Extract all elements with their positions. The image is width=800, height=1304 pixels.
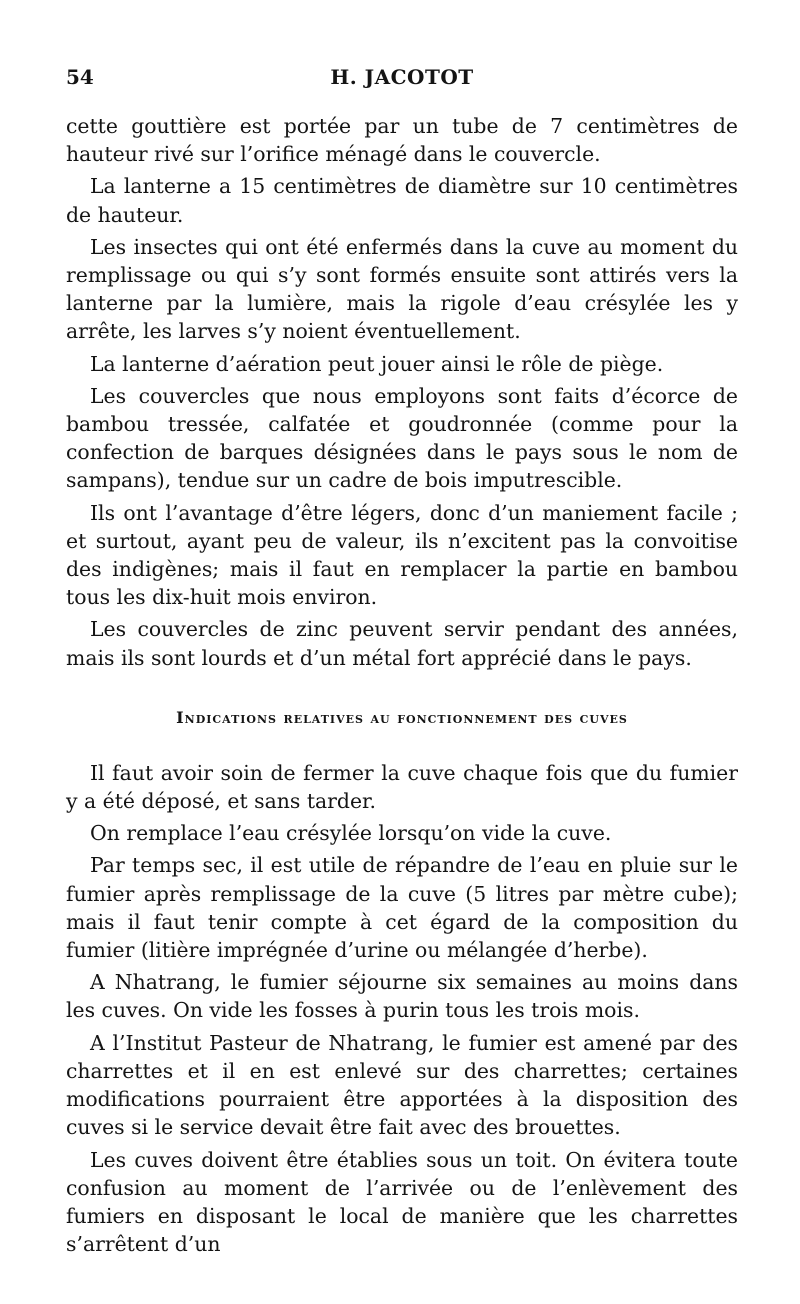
paragraph: La lanterne d’aération peut jouer ainsi le rôle de piège. [90, 351, 664, 376]
document-page [66, 62, 738, 1262]
paragraph: Les insectes qui ont été enfermés dans la cuve au moment du remplissage ou qui s’y sont formés ensuite sont attirés vers la lanterne par la lumière, mais la rigole d’eau crésylée les y arrête, les larves s’y noient éventuellement. [66, 234, 738, 344]
body-text-after [66, 759, 738, 1258]
paragraph: cette gouttière est portée par un tube de 7 centimètres de hauteur rivé sur l’orifice ménagé dans le couvercle. [66, 114, 738, 167]
running-header [66, 62, 738, 92]
paragraph: A Nhatrang, le fumier séjourne six semaines au moins dans les cuves. On vide les fosses à purin tous les trois mois. [66, 970, 738, 1023]
paragraph: Ils ont l’avantage d’être légers, donc d’un maniement facile ; et surtout, ayant peu de valeur, ils n’excitent pas la convoitise des indigènes; mais il faut en remplacer la partie en bambou tous les dix-huit mois environ. [66, 500, 738, 610]
page-number: 54 [66, 65, 94, 89]
paragraph: Par temps sec, il est utile de répandre de l’eau en pluie sur le fumier après remplissage de la cuve (5 litres par mètre cube); mais il faut tenir compte à cet égard de la composition du fumier (litière imprégnée d’urine ou mélangée d’herbe). [66, 853, 738, 963]
paragraph: On remplace l’eau crésylée lorsqu’on vide la cuve. [90, 821, 612, 846]
paragraph: Les couvercles que nous employons sont faits d’écorce de bambou tressée, calfatée et goudronnée (comme pour la confection de barques désignées dans le pays sous le nom de sampans), tendue sur un cadre de bois imputrescible. [66, 383, 738, 493]
body-text-before [66, 112, 738, 672]
running-title: H. JACOTOT [330, 65, 474, 89]
paragraph: La lanterne a 15 centimètres de diamètre sur 10 centimètres de hauteur. [66, 174, 738, 227]
paragraph: Les cuves doivent être établies sous un toit. On évitera toute confusion au moment de l’arrivée ou de l’enlèvement des fumiers en disposant le local de manière que les charrettes s’arrêtent d’un [66, 1147, 738, 1257]
paragraph: Il faut avoir soin de fermer la cuve chaque fois que du fumier y a été déposé, et sans tarder. [66, 760, 738, 814]
paragraph: A l’Institut Pasteur de Nhatrang, le fumier est amené par des charrettes et il en est enlevé sur des charrettes; certaines modifications pourraient être apportées à la disposition des cuves si le service devait être fait avec des brouettes. [66, 1030, 738, 1140]
section-heading: Indications relatives au fonctionnement des cuves [176, 707, 628, 727]
paragraph: Les couvercles de zinc peuvent servir pendant des années, mais ils sont lourds et d’un métal fort apprécié dans le pays. [66, 617, 738, 670]
